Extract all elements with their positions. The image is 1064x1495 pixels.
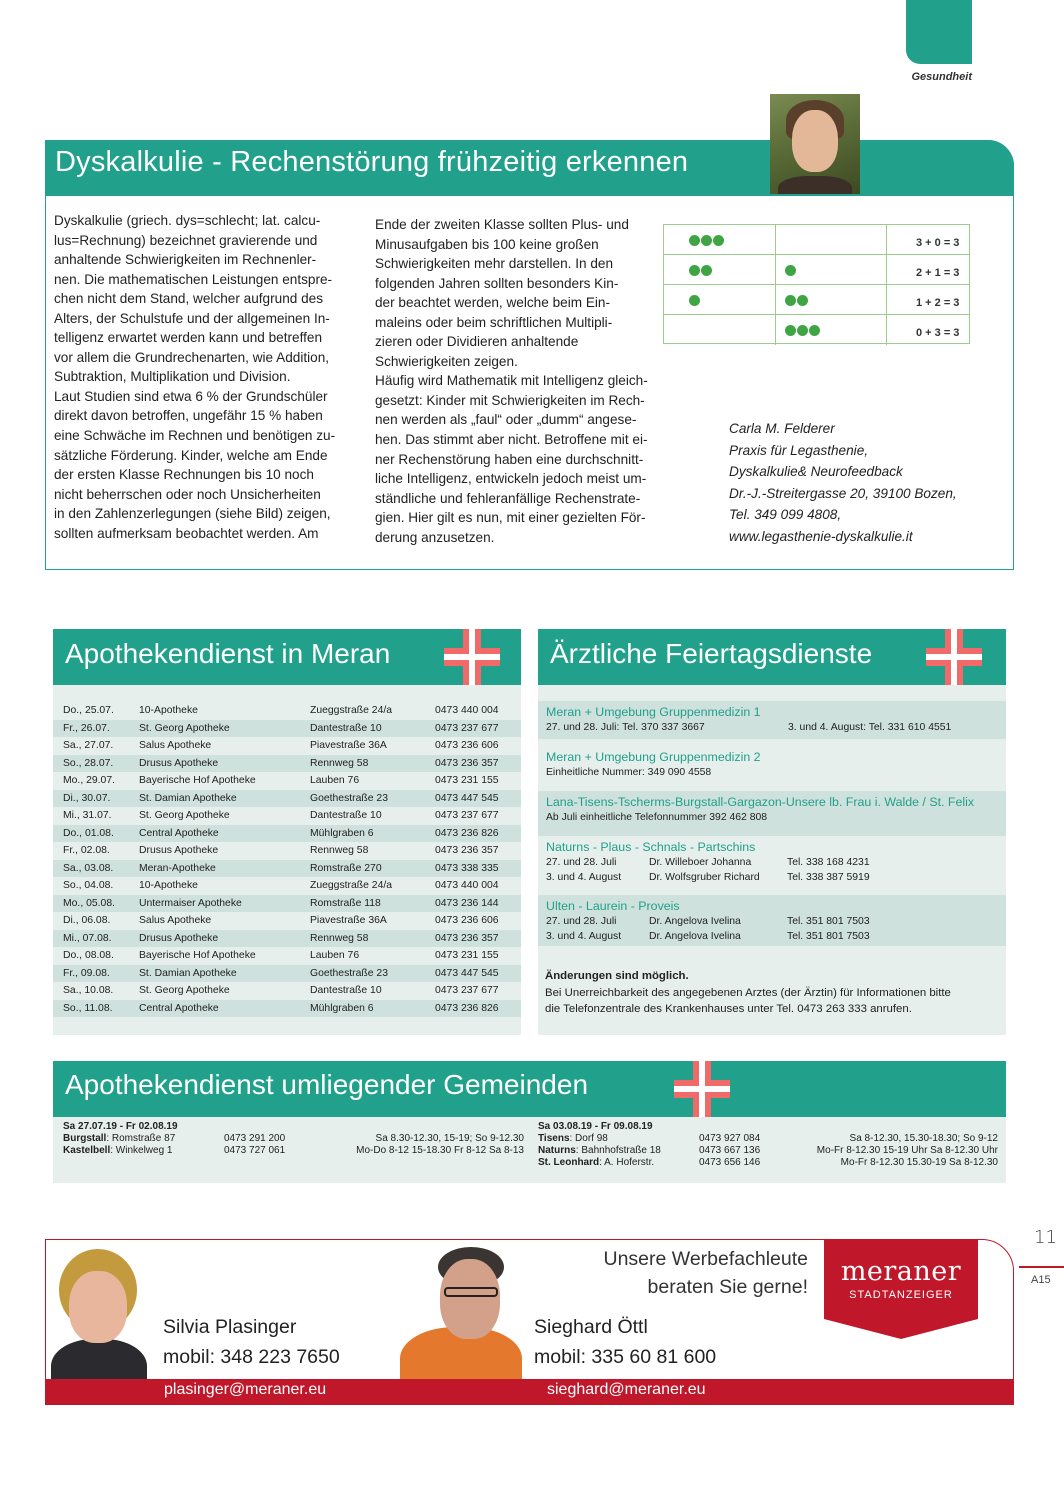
- pharmacy-name: Central Apotheke: [139, 825, 310, 843]
- duty-date: Do., 08.08.: [63, 950, 114, 962]
- pharmacy-address: Dantestraße 10: [310, 810, 382, 822]
- table-row: [53, 825, 521, 843]
- surrounding-hours: Sa 8.30-12.30, 15-19; So 9-12.30: [375, 1133, 524, 1144]
- pharmacy-phone: 0473 236 826: [435, 825, 521, 843]
- group-heading: Naturns - Plaus - Schnals - Partschins: [546, 840, 756, 854]
- note-line: Bei Unerreichbarkeit des angegebenen Arztes (der Ärztin) für Informationen bitte: [545, 986, 951, 999]
- group-line: Dr. Angelova Ivelina: [649, 931, 741, 942]
- article-column-2: [375, 215, 686, 547]
- surrounding-hours: Mo-Do 8-12 15-18.30 Fr 8-12 Sa 8-13: [356, 1145, 524, 1156]
- pharmacy-phone: 0473 231 155: [435, 775, 499, 787]
- period-left: Sa 27.07.19 - Fr 02.08.19: [63, 1121, 178, 1132]
- ad-person-2-email[interactable]: sieghard@meraner.eu: [547, 1381, 706, 1398]
- dot: [689, 235, 700, 246]
- article-line: der ersten Klasse Rechnungen bis 10 noch: [54, 467, 314, 483]
- surroundings-panel: [53, 1117, 1006, 1183]
- pharmacy-address: Romstraße 118: [310, 895, 435, 913]
- article-line: folgenden Jahren sollten besonders Kin-: [375, 275, 619, 291]
- group-line: 27. und 28. Juli: [546, 916, 617, 927]
- author-photo: [770, 94, 860, 194]
- table-row: [53, 912, 521, 930]
- surroundings-cross-icon: [674, 1061, 730, 1117]
- group-heading: Lana-Tisens-Tscherms-Burgstall-Gargazon-Unsere lb. Frau i. Walde / St. Felix: [546, 795, 975, 809]
- dot-group: [785, 295, 808, 306]
- pharmacy-address: Lauben 76: [310, 950, 360, 962]
- pharmacy-address: Zueggstraße 24/a: [310, 705, 393, 717]
- author-signature: [729, 418, 957, 547]
- pharmacy-name: Salus Apotheke: [139, 915, 212, 927]
- slogan-line: beraten Sie gerne!: [647, 1276, 808, 1298]
- article-line: Minusaufgaben bis 100 keine großen: [375, 236, 599, 252]
- article-line: ständliche und fehleranfällige Rechenstrate-: [375, 490, 641, 506]
- figure-row: [664, 285, 969, 315]
- group-line: 3. und 4. August: [546, 931, 622, 942]
- pharmacy-phone: 0473 447 545: [435, 790, 521, 808]
- table-row: [53, 930, 521, 948]
- group-line: Tel. 338 168 4231: [787, 857, 870, 868]
- article-line: sätzliche Förderung. Kinder, welche am Ende: [54, 447, 328, 463]
- group-line: Dr. Angelova Ivelina: [649, 916, 741, 927]
- ad-slogan: [548, 1245, 808, 1301]
- duty-date: Sa., 03.08.: [53, 860, 139, 878]
- pharmacy-name: Drusus Apotheke: [139, 755, 310, 773]
- duty-date: Mo., 05.08.: [53, 895, 139, 913]
- figure-equation: 1 + 2 = 3: [916, 297, 960, 309]
- pharmacy-address: Dantestraße 10: [310, 985, 382, 997]
- article-line: direkt davon betroffen, ungefähr 15 % haben: [54, 408, 323, 424]
- pharmacy-address: Rennweg 58: [310, 755, 435, 773]
- figure-row: [664, 255, 969, 285]
- group-line: Tel. 351 801 7503: [787, 931, 870, 942]
- table-row: [53, 772, 521, 790]
- table-row: [53, 982, 521, 1000]
- pharmacy-phone: 0473 236 357: [435, 755, 521, 773]
- group-heading: Ulten - Laurein - Proveis: [546, 899, 680, 913]
- pharmacy-address: Romstraße 270: [310, 860, 435, 878]
- article-line: chen nicht dem Stand, welcher aufgrund des: [54, 291, 324, 307]
- signature-line: Tel. 349 099 4808,: [729, 507, 842, 522]
- dot-group: [785, 265, 796, 276]
- pharmacy-phone: 0473 236 606: [435, 915, 499, 927]
- article-line: anhaltende Schwierigkeiten im Rechnenler-: [54, 252, 317, 268]
- pharmacy-phone: 0473 237 677: [435, 985, 499, 997]
- duty-date: Mi., 31.07.: [63, 810, 112, 822]
- article-line: ner Rechenstörung haben eine durchschnitt-: [375, 451, 644, 467]
- table-row: [53, 702, 521, 720]
- section-label: Gesundheit: [911, 71, 972, 83]
- article-line: Subtraktion, Multiplikation und Division.: [54, 369, 291, 385]
- article-line: zieren oder Dividieren anhaltende: [375, 334, 579, 350]
- table-row: [53, 755, 521, 773]
- pharmacy-title: Apothekendienst in Meran: [65, 638, 391, 669]
- pharmacy-phone: 0473 237 677: [435, 810, 499, 822]
- article-line: Laut Studien sind etwa 6 % der Grundschüler: [54, 388, 328, 404]
- pharmacy-cross-icon: [444, 629, 500, 685]
- article-line: derung anzusetzen.: [375, 529, 495, 545]
- dot: [797, 295, 808, 306]
- doctors-note: [545, 968, 1000, 1018]
- pharmacy-name: Central Apotheke: [139, 1000, 310, 1018]
- group-line: Tel. 338 387 5919: [787, 872, 870, 883]
- period-right: Sa 03.08.19 - Fr 09.08.19: [538, 1121, 653, 1132]
- dot-group: [689, 265, 712, 276]
- ad-person-2-phone: mobil: 335 60 81 600: [534, 1346, 717, 1368]
- signature-line: Carla M. Felderer: [729, 421, 835, 436]
- pharmacy-address: Dantestraße 10: [310, 720, 435, 738]
- pharmacy-phone: 0473 236 826: [435, 1000, 521, 1018]
- signature-line: Dyskalkulie& Neurofeedback: [729, 464, 903, 479]
- pharmacy-name: Drusus Apotheke: [139, 845, 219, 857]
- pharmacy-phone: 0473 236 357: [435, 845, 499, 857]
- table-row: [53, 965, 521, 983]
- table-row: [53, 860, 521, 878]
- duty-date: Di., 06.08.: [63, 915, 111, 927]
- dot: [785, 265, 796, 276]
- pharmacy-address: Rennweg 58: [310, 930, 435, 948]
- article-line: Dyskalkulie (griech. dys=schlecht; lat. calcu-: [54, 213, 321, 228]
- duty-date: Fr., 26.07.: [53, 720, 139, 738]
- pharmacy-phone: 0473 236 144: [435, 895, 521, 913]
- article-line: Schwierigkeiten mehr darstellen. In den: [375, 256, 614, 272]
- duty-date: Do., 01.08.: [53, 825, 139, 843]
- table-row: [53, 807, 521, 825]
- dot: [785, 295, 796, 306]
- pharmacy-address: Mühlgraben 6: [310, 825, 435, 843]
- pharmacy-phone: 0473 338 335: [435, 860, 521, 878]
- dot-group: [689, 295, 700, 306]
- pharmacy-phone: 0473 236 357: [435, 930, 521, 948]
- surrounding-hours: Sa 8-12.30, 15.30-18.30; So 9-12: [849, 1133, 998, 1144]
- surrounding-row: Burgstall: Romstraße 87: [63, 1133, 176, 1144]
- dot: [689, 265, 700, 276]
- dot: [809, 325, 820, 336]
- article-line: telligenz erwartet werden kann und betreffen: [54, 330, 323, 346]
- ad-person-1-name: Silvia Plasinger: [163, 1316, 297, 1338]
- doctors-group-4: [538, 836, 1006, 891]
- group-line: 27. und 28. Juli: Tel. 370 337 3667: [546, 722, 705, 733]
- surroundings-title: Apothekendienst umliegender Gemeinden: [65, 1069, 589, 1100]
- table-row: [53, 720, 521, 738]
- pharmacy-name: St. Damian Apotheke: [139, 965, 310, 983]
- page-number: 11: [1034, 1227, 1057, 1248]
- group-line: Tel. 351 801 7503: [787, 916, 870, 927]
- pharmacy-phone: 0473 440 004: [435, 705, 499, 717]
- article-line: nicht beherrschen oder noch Unsicherheiten: [54, 486, 321, 502]
- surrounding-row: Naturns: Bahnhofstraße 18: [538, 1145, 661, 1156]
- signature-line: Dr.-J.-Streitergasse 20, 39100 Bozen,: [729, 485, 957, 501]
- doctors-group-2: [538, 746, 1006, 784]
- table-row: [53, 790, 521, 808]
- group-line: Ab Juli einheitliche Telefonnummer 392 462 808: [546, 812, 768, 823]
- pharmacy-address: Goethestraße 23: [310, 790, 435, 808]
- surrounding-row: St. Leonhard: A. Hoferstr.: [538, 1157, 655, 1168]
- dot: [701, 265, 712, 276]
- group-line: Dr. Willeboer Johanna: [649, 857, 752, 868]
- pharmacy-address: Piavestraße 36A: [310, 915, 387, 927]
- pharmacy-address: Mühlgraben 6: [310, 1000, 435, 1018]
- article-line: gien. Hier gilt es nun, mit einer gezielten För-: [375, 510, 646, 526]
- pharmacy-name: 10-Apotheke: [139, 705, 198, 717]
- pharmacy-address: Zueggstraße 24/a: [310, 880, 393, 892]
- page-number-rule: [1019, 1266, 1064, 1268]
- pharmacy-phone: 0473 447 545: [435, 965, 521, 983]
- ad-person-1-phone: mobil: 348 223 7650: [163, 1346, 340, 1368]
- article-line: maleins oder beim schriftlichen Multipli-: [375, 314, 613, 330]
- surrounding-hours: Mo-Fr 8-12.30 15.30-19 Sa 8-12.30: [840, 1157, 998, 1168]
- pharmacy-name: St. Damian Apotheke: [139, 790, 310, 808]
- meraner-logo-subtitle: STADTANZEIGER: [849, 1289, 953, 1301]
- table-row: [53, 947, 521, 965]
- pharmacy-name: St. Georg Apotheke: [139, 985, 230, 997]
- pharmacy-name: Untermaiser Apotheke: [139, 895, 310, 913]
- note-line: die Telefonzentrale des Krankenhauses unter Tel. 0473 263 333 anrufen.: [545, 1003, 912, 1016]
- note-heading: Änderungen sind möglich.: [545, 970, 689, 982]
- figure-equation: 2 + 1 = 3: [916, 267, 960, 279]
- pharmacy-table: [53, 702, 521, 1017]
- table-row: [53, 877, 521, 895]
- pharmacy-phone: 0473 237 677: [435, 720, 521, 738]
- duty-date: Do., 25.07.: [63, 705, 114, 717]
- pharmacy-phone: 0473 236 606: [435, 740, 499, 752]
- group-line: Dr. Wolfsgruber Richard: [649, 872, 760, 883]
- pharmacy-name: Drusus Apotheke: [139, 930, 310, 948]
- surrounding-phone: 0473 727 061: [224, 1145, 286, 1156]
- table-row: [53, 842, 521, 860]
- signature-line: Praxis für Legasthenie,: [729, 442, 869, 458]
- duty-date: So., 11.08.: [53, 1000, 139, 1018]
- surrounding-hours: Mo-Fr 8-12.30 15-19 Uhr Sa 8-12.30 Uhr: [816, 1145, 998, 1156]
- duty-date: Mi., 07.08.: [53, 930, 139, 948]
- ad-person-1-email[interactable]: plasinger@meraner.eu: [164, 1381, 327, 1398]
- doctors-title: Ärztliche Feiertagsdienste: [550, 638, 873, 669]
- figure-equation: 0 + 3 = 3: [916, 327, 960, 339]
- article-line: liche Intelligenz, entwickeln jedoch meist um-: [375, 471, 647, 487]
- group-line: 27. und 28. Juli: [546, 857, 617, 868]
- article-line: gesetzt: Kinder mit Schwierigkeiten im Rech-: [375, 392, 645, 408]
- surrounding-phone: 0473 667 136: [699, 1145, 761, 1156]
- pharmacy-phone: 0473 231 155: [435, 950, 499, 962]
- surrounding-phone: 0473 656 146: [699, 1157, 761, 1168]
- group-heading: Meran + Umgebung Gruppenmedizin 1: [546, 705, 761, 719]
- doctors-group-3: [538, 791, 1006, 836]
- article-line: nen. Die mathematischen Leistungen entspre-: [54, 271, 333, 287]
- number-decomposition-figure: [663, 224, 970, 344]
- group-line: 3. und 4. August: [546, 872, 622, 883]
- duty-date: Mo., 29.07.: [63, 775, 115, 787]
- ad-person-1-photo: [47, 1243, 151, 1379]
- figure-row: [664, 315, 969, 345]
- duty-date: So., 04.08.: [63, 880, 114, 892]
- pharmacy-name: 10-Apotheke: [139, 880, 198, 892]
- group-heading: Meran + Umgebung Gruppenmedizin 2: [546, 750, 761, 764]
- table-row: [53, 895, 521, 913]
- ad-person-2-name: Sieghard Öttl: [534, 1316, 648, 1338]
- duty-date: Fr., 02.08.: [63, 845, 110, 857]
- pharmacy-name: Bayerische Hof Apotheke: [139, 950, 256, 962]
- duty-date: Sa., 10.08.: [63, 985, 114, 997]
- article-column-1: [54, 211, 366, 543]
- pharmacy-name: St. Georg Apotheke: [139, 810, 230, 822]
- signature-line: www.legasthenie-dyskalkulie.it: [729, 528, 913, 544]
- duty-date: So., 28.07.: [53, 755, 139, 773]
- article-line: hen. Das stimmt aber nicht. Betroffene mit ei-: [375, 432, 648, 448]
- slogan-line: Unsere Werbefachleute: [603, 1248, 808, 1270]
- doctors-group-1: [538, 701, 1006, 739]
- dot: [713, 235, 724, 246]
- pharmacy-name: Bayerische Hof Apotheke: [139, 775, 256, 787]
- article-line: sollten aufmerksam beobachtet werden. Am: [54, 525, 319, 541]
- pharmacy-address: Goethestraße 23: [310, 965, 435, 983]
- article-line: Alters, der Schulstufe und der allgemeinen In-: [54, 310, 330, 326]
- article-line: der beachtet werden, welche beim Ein-: [375, 295, 610, 311]
- article-line: nen werden als „faul“ oder „dumm“ angese-: [375, 412, 637, 428]
- group-line: Einheitliche Nummer: 349 090 4558: [546, 767, 712, 778]
- doctors-cross-icon: [926, 629, 982, 685]
- article-line: in den Zahlenzerlegungen (siehe Bild) zeigen,: [54, 506, 331, 522]
- table-row: [53, 737, 521, 755]
- article-line: Ende der zweiten Klasse sollten Plus- und: [375, 217, 629, 232]
- doctors-group-5: [538, 895, 1006, 946]
- article-title: Dyskalkulie - Rechenstörung frühzeitig erkennen: [55, 146, 689, 178]
- dot: [797, 325, 808, 336]
- pharmacy-name: Meran-Apotheke: [139, 860, 310, 878]
- dot-group: [785, 325, 820, 336]
- corner-tab: [906, 0, 972, 64]
- meraner-logo: meraner: [840, 1256, 962, 1287]
- duty-date: Sa., 27.07.: [63, 740, 114, 752]
- surrounding-row: Kastelbell: Winkelweg 1: [63, 1145, 173, 1156]
- pharmacy-name: Salus Apotheke: [139, 740, 212, 752]
- pharmacy-address: Rennweg 58: [310, 845, 369, 857]
- duty-date: Di., 30.07.: [53, 790, 139, 808]
- figure-row: [664, 225, 969, 255]
- article-line: vor allem die Grundrechenarten, wie Addition,: [54, 349, 330, 365]
- ad-person-2-photo: [398, 1243, 524, 1379]
- duty-date: Fr., 09.08.: [53, 965, 139, 983]
- page-code: A15: [1031, 1274, 1051, 1286]
- dot: [785, 325, 796, 336]
- dot: [701, 235, 712, 246]
- article-line: eine Schwäche im Rechnen und benötigen zu-: [54, 428, 336, 444]
- article-line: lus=Rechnung) bezeichnet gravierende und: [54, 232, 318, 248]
- dot-group: [689, 235, 724, 246]
- surrounding-phone: 0473 291 200: [224, 1133, 286, 1144]
- article-line: Schwierigkeiten zeigen.: [375, 353, 518, 369]
- surrounding-row: Tisens: Dorf 98: [538, 1133, 608, 1144]
- pharmacy-phone: 0473 440 004: [435, 880, 499, 892]
- pharmacy-address: Piavestraße 36A: [310, 740, 387, 752]
- pharmacy-address: Lauben 76: [310, 775, 360, 787]
- group-line: 3. und 4. August: Tel. 331 610 4551: [788, 722, 952, 733]
- pharmacy-name: St. Georg Apotheke: [139, 720, 310, 738]
- table-row: [53, 1000, 521, 1018]
- article-line: Häufig wird Mathematik mit Intelligenz gleich-: [375, 373, 648, 389]
- dot: [689, 295, 700, 306]
- surrounding-phone: 0473 927 084: [699, 1133, 761, 1144]
- figure-equation: 3 + 0 = 3: [916, 237, 960, 249]
